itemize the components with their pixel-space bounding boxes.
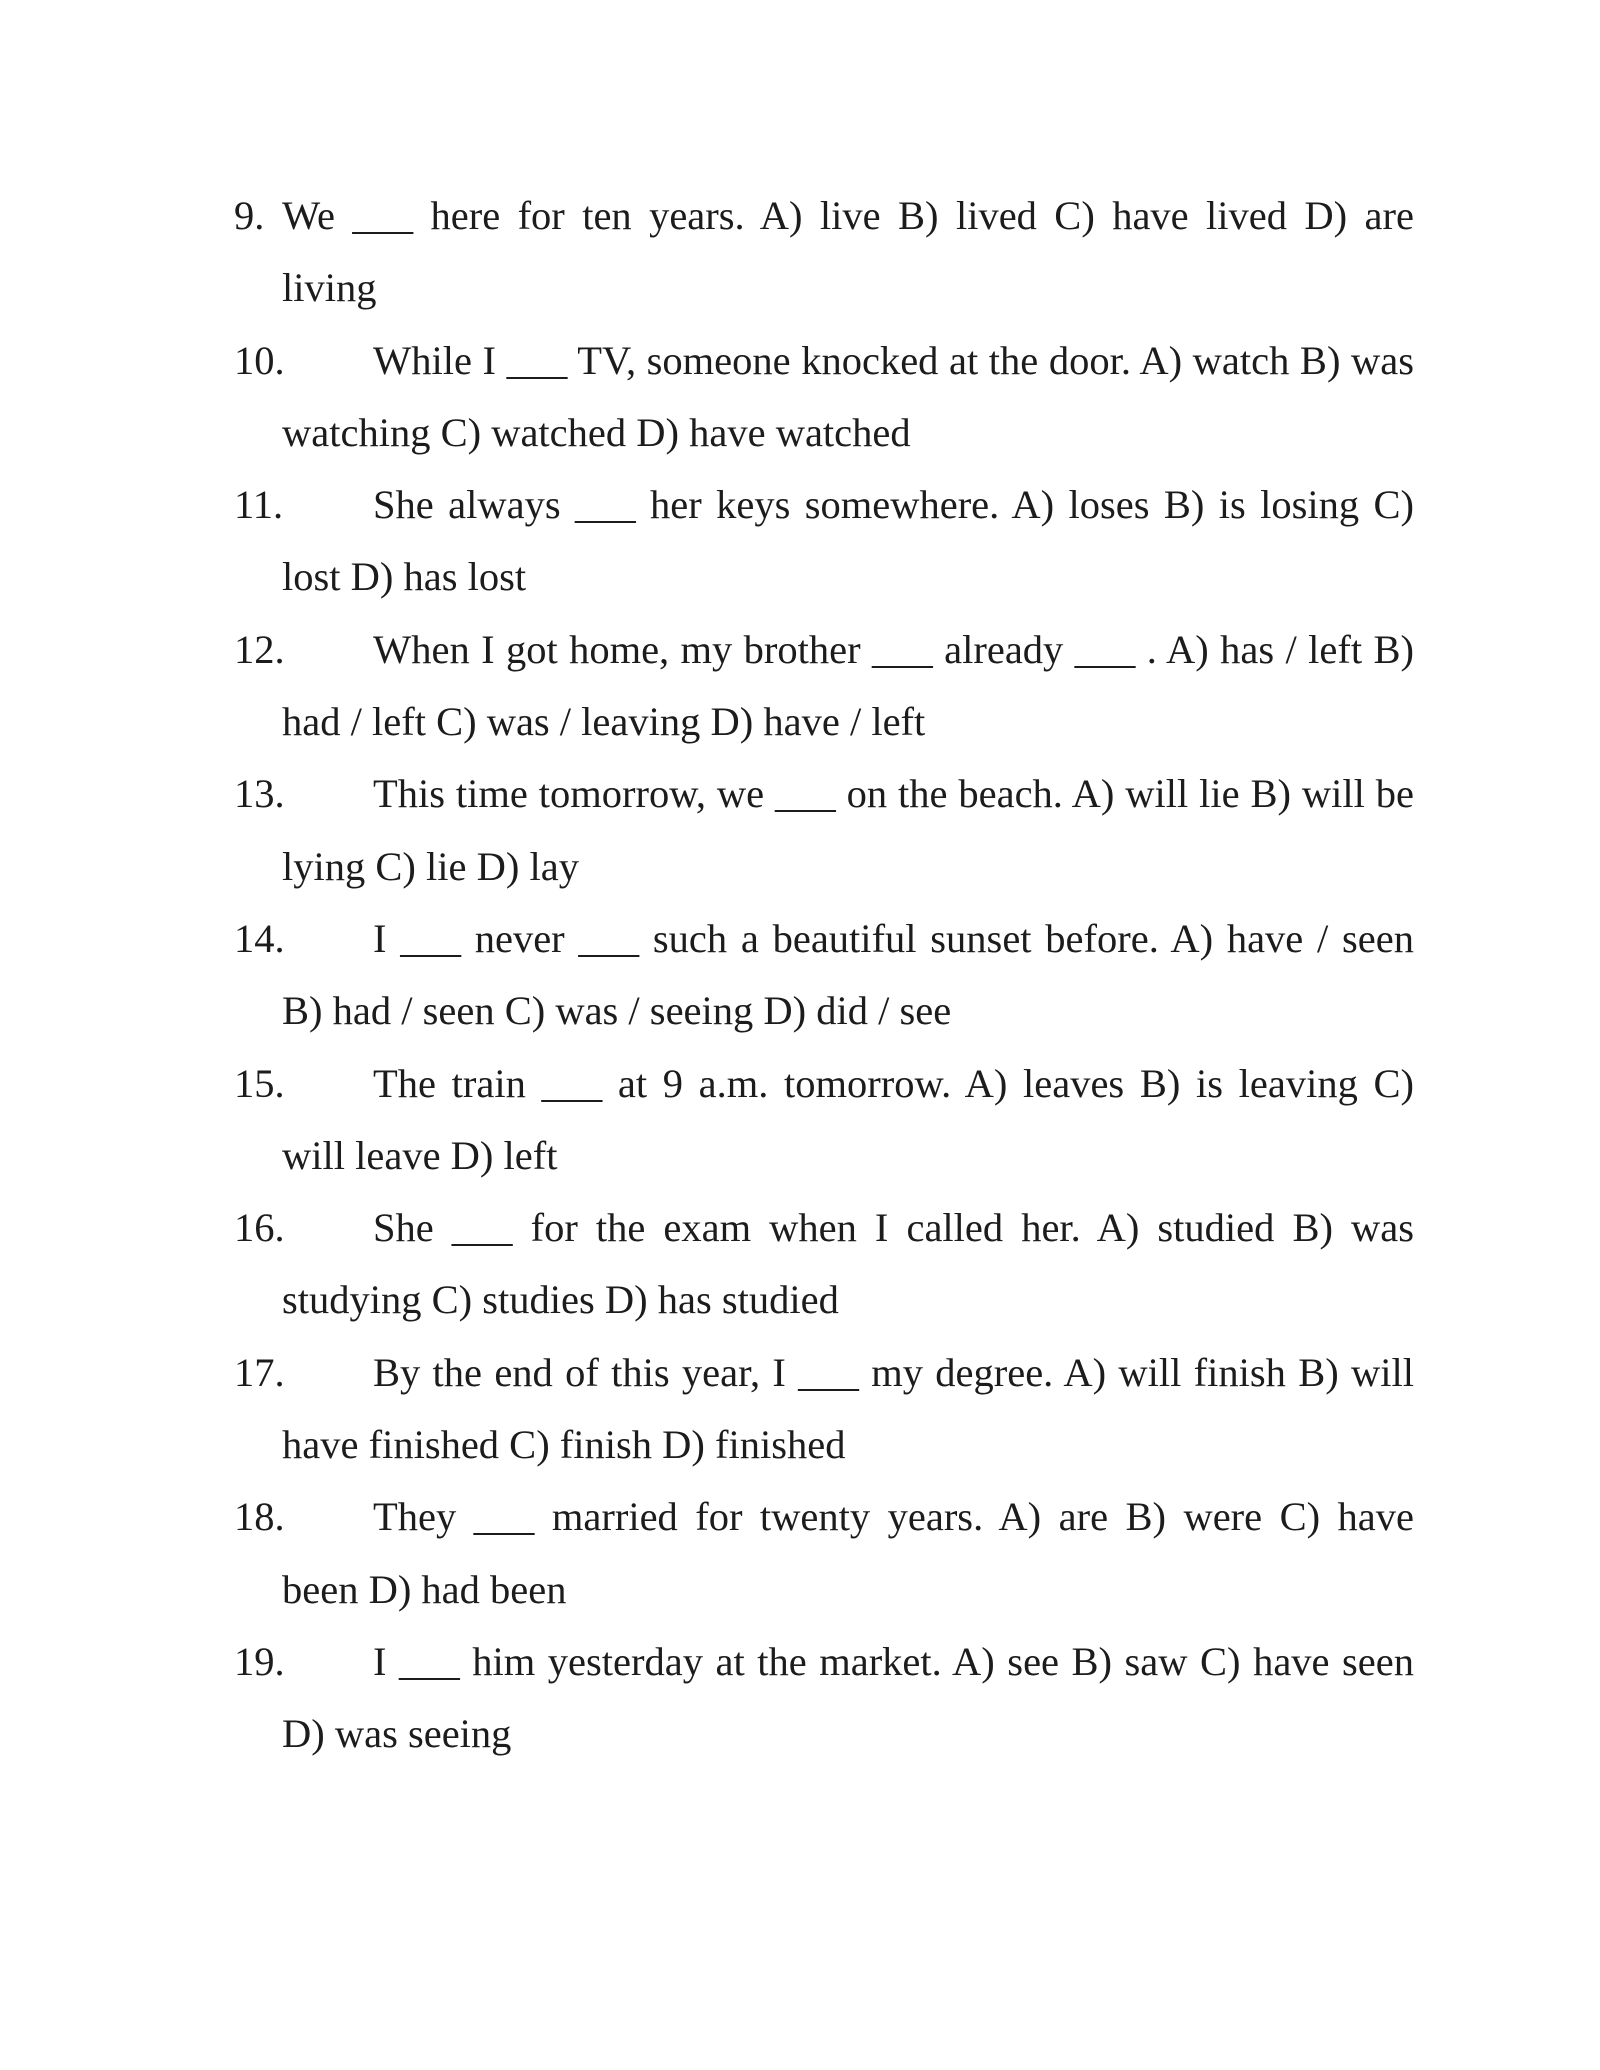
question-item: [234, 469, 1414, 614]
question-item: [234, 1481, 1414, 1626]
question-number: 9.: [234, 193, 265, 238]
question-item: [234, 180, 1414, 325]
question-text: She always ___ her keys somewhere. A) loses B) is losing C) lost D) has lost: [282, 482, 1414, 600]
question-item: [234, 1337, 1414, 1482]
question-number: 12.: [234, 626, 285, 672]
question-number: 15.: [234, 1060, 285, 1106]
question-number: 14.: [234, 915, 285, 961]
question-text: They ___ married for twenty years. A) are B) were C) have been D) had been: [282, 1494, 1414, 1612]
question-text: I ___ him yesterday at the market. A) see B) saw C) have seen D) was seeing: [282, 1638, 1414, 1757]
question-text: She ___ for the exam when I called her. A) studied B) was studying C) studies D) has studied: [282, 1205, 1414, 1323]
question-number: 10.: [234, 337, 285, 383]
question-number: 17.: [234, 1349, 285, 1395]
question-item: [234, 1626, 1414, 1771]
question-text: We ___ here for ten years. A) live B) lived C) have lived D) are living: [282, 193, 1414, 311]
question-text: This time tomorrow, we ___ on the beach. A) will lie B) will be lying C) lie D) lay: [282, 771, 1414, 889]
question-number: 11.: [234, 482, 284, 528]
question-number: 13.: [234, 771, 285, 817]
question-text: The train ___ at 9 a.m. tomorrow. A) leaves B) is leaving C) will leave D) left: [282, 1060, 1414, 1178]
question-text: By the end of this year, I ___ my degree. A) will finish B) will have finished C) finish D) finished: [282, 1349, 1414, 1468]
question-item: [234, 1048, 1414, 1193]
question-item: [234, 903, 1414, 1048]
question-number: 19.: [234, 1638, 285, 1684]
question-number: 16.: [234, 1205, 285, 1251]
question-text: When I got home, my brother ___ already ___ . A) has / left B) had / left C) was / leaving D) have / left: [282, 626, 1414, 745]
question-text: While I ___ TV, someone knocked at the door. A) watch B) was watching C) watched D) have watched: [282, 337, 1414, 455]
question-text: I ___ never ___ such a beautiful sunset before. A) have / seen B) had / seen C) was / seeing D) did / see: [282, 915, 1414, 1034]
question-item: [234, 758, 1414, 903]
question-item: [234, 614, 1414, 759]
question-list: [234, 180, 1414, 1771]
question-item: [234, 325, 1414, 470]
question-number: 18.: [234, 1494, 285, 1540]
question-item: [234, 1192, 1414, 1337]
